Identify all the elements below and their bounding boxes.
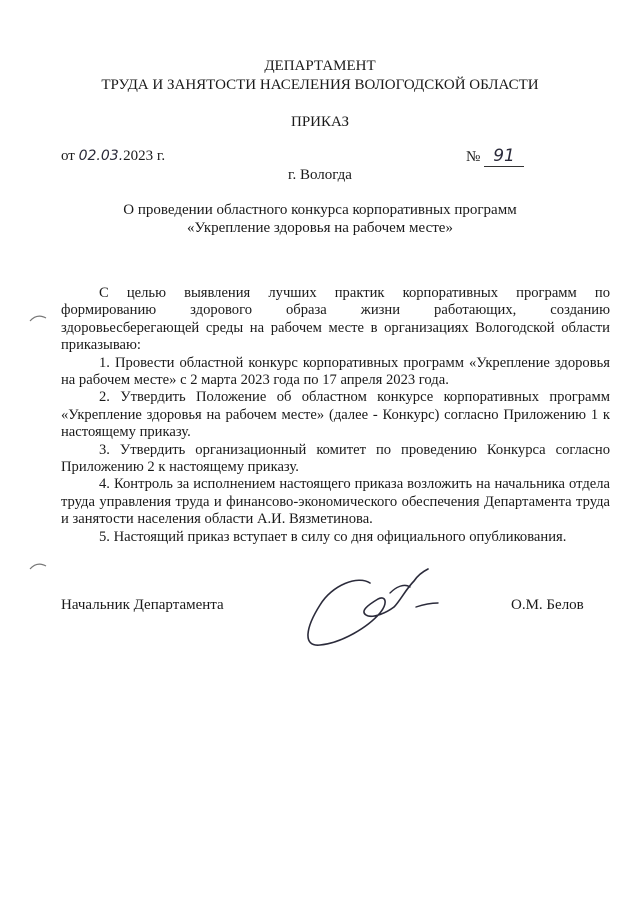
- order-item-2: 2. Утвердить Положение об областном конкурсе корпоративных программ «Укрепление здоровья на рабочем месте» (далее - Конкурс) согласно Приложению 1 к настоящему приказу.: [61, 389, 610, 441]
- subject-line2: «Укрепление здоровья на рабочем месте»: [187, 220, 453, 236]
- handwritten-number: 91: [484, 147, 524, 167]
- order-item-1: 1. Провести областной конкурс корпоративных программ «Укрепление здоровья на рабочем месте» с 2 марта 2023 года по 17 апреля 2023 года.: [61, 354, 610, 389]
- document-type: ПРИКАЗ: [291, 114, 349, 130]
- city: г. Вологда: [288, 167, 352, 183]
- org-name-line1: ДЕПАРТАМЕНТ: [264, 58, 376, 74]
- punch-mark-icon: [28, 560, 48, 572]
- intro-line: приказываю:: [61, 337, 141, 354]
- order-date: [61, 147, 165, 166]
- order-item-4: 4. Контроль за исполнением настоящего приказа возложить на начальника отдела труда управления труда и финансово-экономического обеспечения Департамента труда и занятости населения области А.И. Вязметинова.: [61, 476, 610, 528]
- subject-line1: О проведении областного конкурса корпоративных программ: [123, 202, 517, 218]
- org-name-line2: ТРУДА И ЗАНЯТОСТИ НАСЕЛЕНИЯ ВОЛОГОДСКОЙ ОБЛАСТИ: [101, 77, 539, 93]
- date-year: 2023 г.: [123, 148, 166, 164]
- intro-line: формированию здорового образа жизни работающих, созданию: [61, 302, 610, 319]
- signatory-name: О.М. Белов: [511, 597, 584, 613]
- order-number: [466, 147, 524, 167]
- order-item-3: 3. Утвердить организационный комитет по проведению Конкурса согласно Приложению 2 к настоящему приказу.: [61, 441, 610, 476]
- intro-line: С целью выявления лучших практик корпоративных программ по: [99, 285, 610, 301]
- date-prefix: от: [61, 148, 75, 164]
- order-body: [61, 285, 610, 546]
- number-sign: №: [466, 149, 481, 165]
- handwritten-date: 02.03.: [78, 148, 124, 164]
- signatory-position: Начальник Департамента: [61, 597, 224, 613]
- punch-mark-icon: [28, 312, 48, 324]
- handwritten-signature-icon: [298, 563, 448, 653]
- intro-line: здоровьесберегающей среды на рабочем месте в организациях Вологодской области: [61, 319, 610, 336]
- order-item-5: 5. Настоящий приказ вступает в силу со дня официального опубликования.: [99, 528, 567, 545]
